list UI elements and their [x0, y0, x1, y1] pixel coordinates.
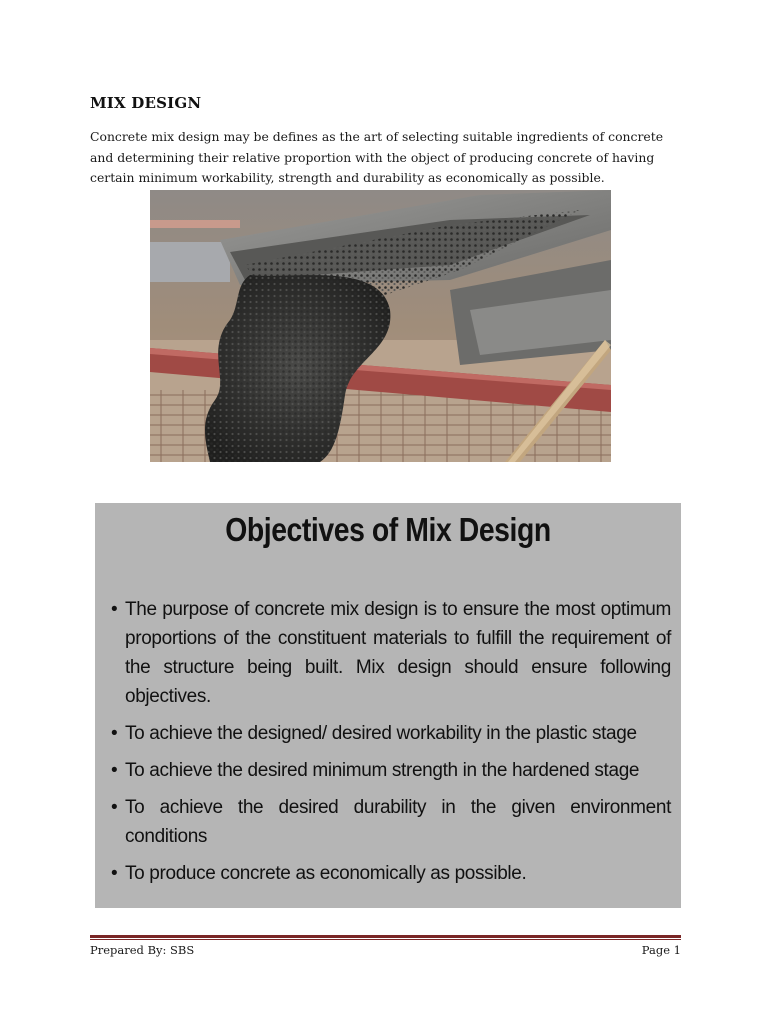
list-item-text: To achieve the desired durability in the given environment conditions: [125, 797, 671, 847]
list-item-text: To produce concrete as economically as possible.: [125, 863, 527, 884]
objectives-slide: [95, 503, 681, 908]
list-item-text: The purpose of concrete mix design is to ensure the most optimum proportions of the constituent materials to fulfill the requirement of the structure being built. Mix design should ensure following objectives.: [125, 599, 671, 707]
list-item: [111, 859, 671, 888]
document-heading: MIX DESIGN: [90, 94, 202, 112]
footer-page-number: Page 1: [641, 943, 681, 957]
footer-divider: [90, 935, 681, 940]
list-item: [111, 595, 671, 711]
bullet-icon: •: [111, 863, 118, 884]
concrete-pour-photo: [150, 190, 611, 462]
list-item: [111, 719, 671, 748]
slide-title: Objectives of Mix Design: [225, 511, 551, 548]
footer-divider-thin: [90, 939, 681, 940]
bullet-icon: •: [111, 723, 118, 744]
objectives-list: [111, 595, 671, 896]
footer-prepared-by: Prepared By: SBS: [90, 943, 195, 957]
bullet-icon: •: [111, 760, 118, 781]
bullet-icon: •: [111, 599, 118, 620]
list-item-text: To achieve the designed/ desired workability in the plastic stage: [125, 723, 637, 744]
intro-paragraph: Concrete mix design may be defines as the art of selecting suitable ingredients of concrete and determining their relative proportion with the object of producing concrete of having certain minimum workability, strength and durability as economically as possible.: [90, 129, 664, 185]
footer-divider-thick: [90, 935, 681, 938]
list-item: [111, 793, 671, 851]
list-item: [111, 756, 671, 785]
bullet-icon: •: [111, 797, 118, 818]
list-item-text: To achieve the desired minimum strength in the hardened stage: [125, 760, 640, 781]
